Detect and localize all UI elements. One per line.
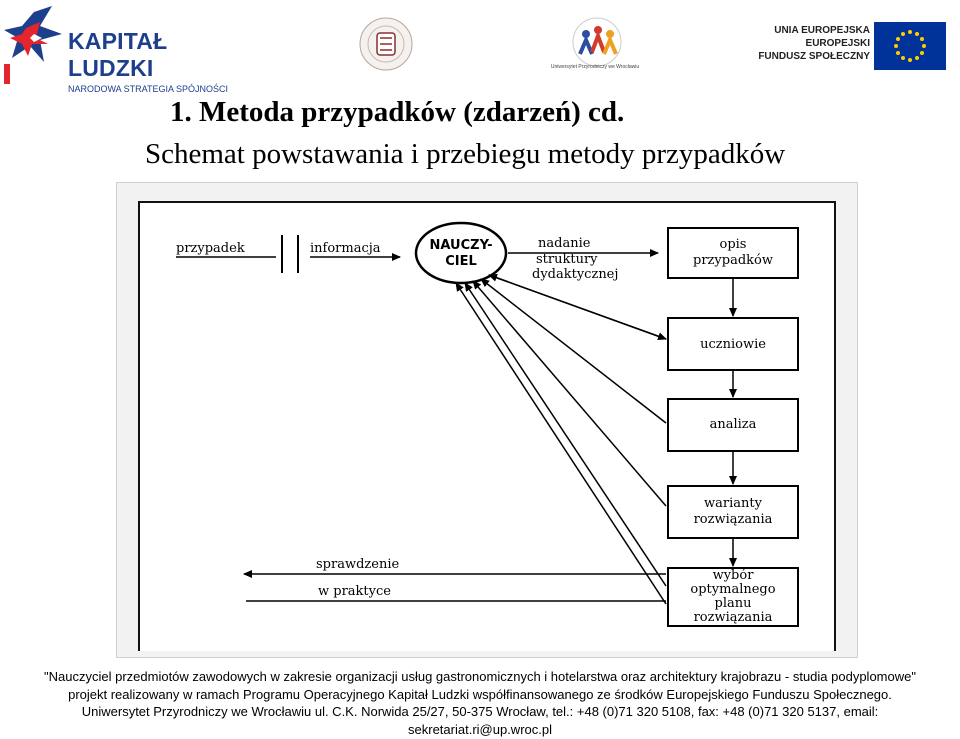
verification-label-1: sprawdzenie <box>316 557 400 572</box>
teacher-node <box>416 223 506 283</box>
didactic-label-3: dydaktycznej <box>532 267 619 282</box>
university-caption: Uniwersytet Przyrodniczy we Wrocławiu <box>550 64 640 70</box>
feedback-arrow-choice-2 <box>456 283 666 604</box>
kapital-ludzki-star-icon <box>4 4 64 84</box>
footer-line-4: sekretariat.ri@up.wroc.pl <box>408 721 552 737</box>
slide-title: 1. Metoda przypadków (zdarzeń) cd. <box>170 96 625 128</box>
box-choice-line-2: optymalnego <box>690 582 776 597</box>
eu-line-2: EUROPEJSKI <box>805 38 870 49</box>
box-description <box>668 228 798 278</box>
box-analysis-line-1: analiza <box>709 417 757 432</box>
header-bar <box>0 0 960 94</box>
feedback-arrow-analysis <box>481 279 666 423</box>
didactic-label-1: nadanie <box>538 236 591 251</box>
box-choice <box>668 568 798 626</box>
feedback-arrow-variants <box>473 281 666 506</box>
box-variants-line-1: warianty <box>704 496 762 511</box>
teacher-label-2: CIEL <box>445 254 477 269</box>
footer-line-3: Uniwersytet Przyrodniczy we Wrocławiu ul. C.K. Norwida 25/27, 50-375 Wrocław, tel.: +48 (0)71 320 5108, fax: +48 (0)71 320 5137, email: <box>81 704 879 719</box>
footer-line-1: "Nauczyciel przedmiotów zawodowych w zakresie organizacji usług gastronomicznych i hotelarstwa oraz architektury krajobrazu - studia podyplomowe" <box>44 669 916 684</box>
box-description-line-2: przypadków <box>693 253 773 268</box>
didactic-label-2: struktury <box>536 252 598 267</box>
seal-emblem-icon <box>358 16 414 72</box>
box-choice-line-4: rozwiązania <box>693 610 773 625</box>
box-students <box>668 318 798 370</box>
box-analysis <box>668 399 798 451</box>
case-method-diagram <box>138 201 836 651</box>
kapital-ludzki-title: KAPITAŁ LUDZKI <box>68 28 168 81</box>
kapital-ludzki-logo <box>4 4 254 94</box>
eu-line-1: UNIA EUROPEJSKA <box>774 25 870 36</box>
slide-subtitle: Schemat powstawania i przebiegu metody przypadków <box>145 138 786 170</box>
eu-logo <box>748 8 954 86</box>
footer <box>0 668 960 738</box>
box-variants <box>668 486 798 538</box>
box-choice-line-3: planu <box>714 596 752 611</box>
label-information: informacja <box>310 241 381 256</box>
teacher-label-1: NAUCZY- <box>429 238 493 253</box>
box-description-line-1: opis <box>719 237 747 252</box>
arrow-teacher-to-students <box>489 275 666 339</box>
box-variants-line-2: rozwiązania <box>693 512 773 527</box>
kapital-ludzki-subtitle: NARODOWA STRATEGIA SPÓJNOŚCI <box>68 84 229 94</box>
verification-label-2: w praktyce <box>318 584 391 599</box>
box-choice-line-1: wybór <box>712 568 754 583</box>
box-students-line-1: uczniowie <box>700 337 766 352</box>
eu-line-3: FUNDUSZ SPOŁECZNY <box>758 51 870 62</box>
footer-line-2: projekt realizowany w ramach Programu Operacyjnego Kapitał Ludzki współfinansowanego ze środków Europejskiego Funduszu Społecznego. <box>68 686 892 702</box>
eu-flag-icon <box>874 22 946 70</box>
label-case: przypadek <box>176 241 245 256</box>
